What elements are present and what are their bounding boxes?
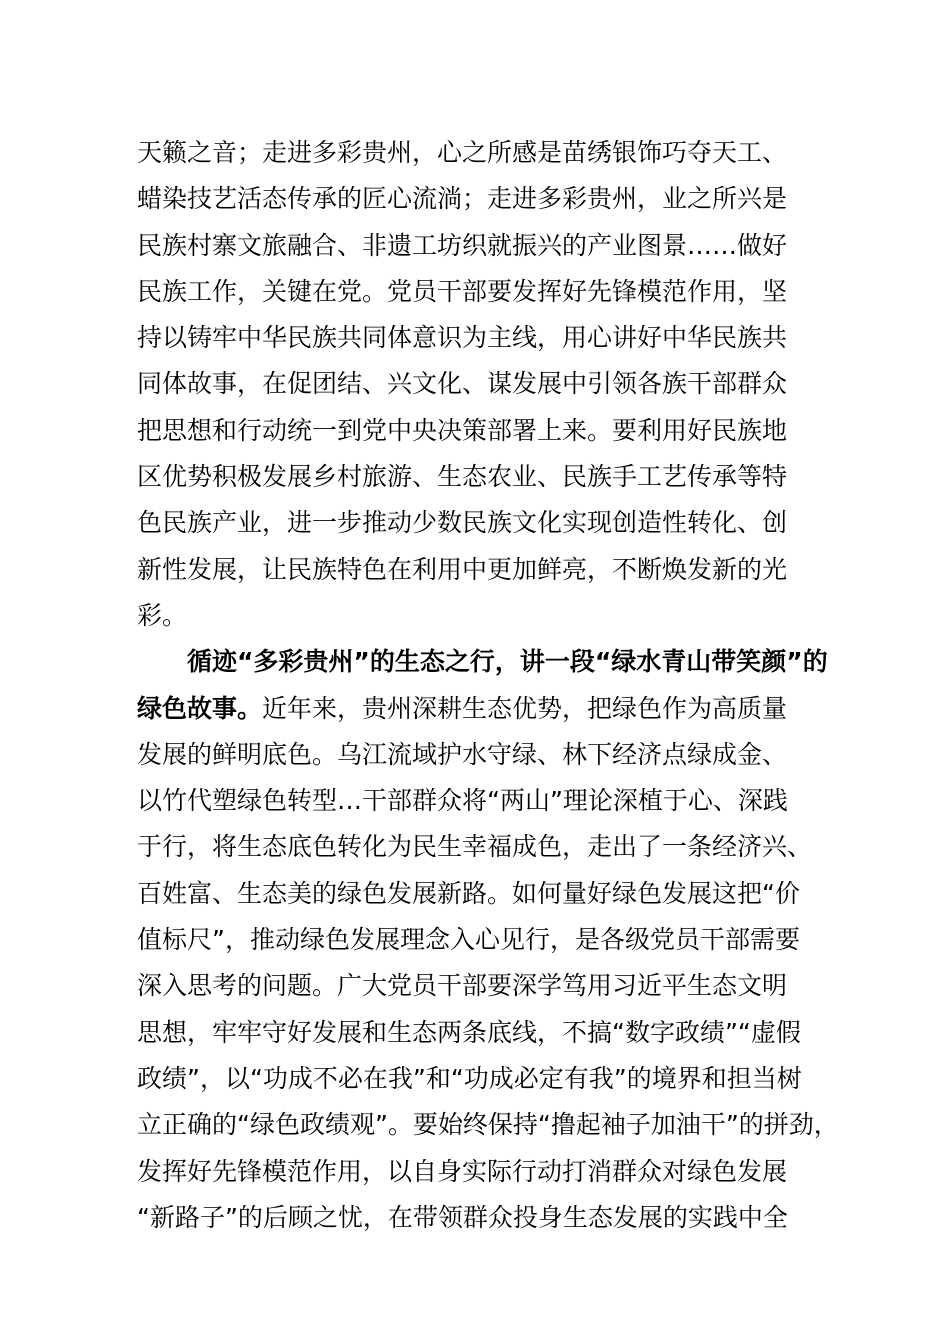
- text-line: 持以铸牢中华民族共同体意识为主线，用心讲好中华民族共: [137, 323, 788, 353]
- paragraph-1: [137, 130, 837, 639]
- section-heading-end: 绿色故事。: [137, 693, 263, 723]
- text-line: 新性发展，让民族特色在利用中更加鲜亮，不断焕发新的光: [137, 554, 788, 584]
- text-line: 蜡染技艺活态传承的匠心流淌；走进多彩贵州，业之所兴是: [137, 184, 788, 214]
- text-line: 区优势积极发展乡村旅游、生态农业、民族手工艺传承等特: [137, 462, 788, 492]
- text-line: 深入思考的问题。广大党员干部要深学笃用习近平生态文明: [137, 971, 788, 1001]
- text-line: [137, 686, 837, 732]
- text-line: 色民族产业，进一步推动少数民族文化实现创造性转化、创: [137, 508, 788, 538]
- text-line: 立正确的“绿色政绩观”。要始终保持“撸起袖子加油干”的拼劲，: [137, 1110, 839, 1140]
- text-line: 民族村寨文旅融合、非遗工坊织就振兴的产业图景……做好: [137, 230, 788, 260]
- text-line: 思想，牢牢守好发展和生态两条底线，不搞“数字政绩”“虚假: [137, 1017, 801, 1047]
- text-line: 民族工作，关键在党。党员干部要发挥好先锋模范作用，坚: [137, 276, 788, 306]
- body-text: [137, 130, 837, 1241]
- text-line: 同体故事，在促团结、兴文化、谋发展中引领各族干部群众: [137, 369, 788, 399]
- text-line: 百姓富、生态美的绿色发展新路。如何量好绿色发展这把“价: [137, 878, 800, 908]
- text-line: 政绩”，以“功成不必在我”和“功成必定有我”的境界和担当树: [137, 1063, 802, 1093]
- paragraph-2: [137, 639, 837, 1241]
- section-heading: 循迹“多彩贵州”的生态之行，讲一段“绿水青山带笑颜”的: [187, 647, 828, 677]
- text-line: 把思想和行动统一到党中央决策部署上来。要利用好民族地: [137, 415, 788, 445]
- text-line: 值标尺”，推动绿色发展理念入心见行，是各级党员干部需要: [137, 925, 800, 955]
- text-line: 发展的鲜明底色。乌江流域护水守绿、林下经济点绿成金、: [137, 739, 788, 769]
- text-line: 彩。: [137, 600, 188, 630]
- text-line: 于行，将生态底色转化为民生幸福成色，走出了一条经济兴、: [137, 832, 813, 862]
- text-line: 发挥好先锋模范作用，以自身实际行动打消群众对绿色发展: [137, 1156, 788, 1186]
- text-span: 近年来，贵州深耕生态优势，把绿色作为高质量: [262, 693, 788, 723]
- text-line: “新路子”的后顾之忧，在带领群众投身生态发展的实践中全: [137, 1202, 788, 1232]
- text-line: 以竹代塑绿色转型…干部群众将“两山”理论深植于心、深践: [137, 786, 788, 816]
- text-line: 天籁之音；走进多彩贵州，心之所感是苗绣银饰巧夺天工、: [137, 138, 788, 167]
